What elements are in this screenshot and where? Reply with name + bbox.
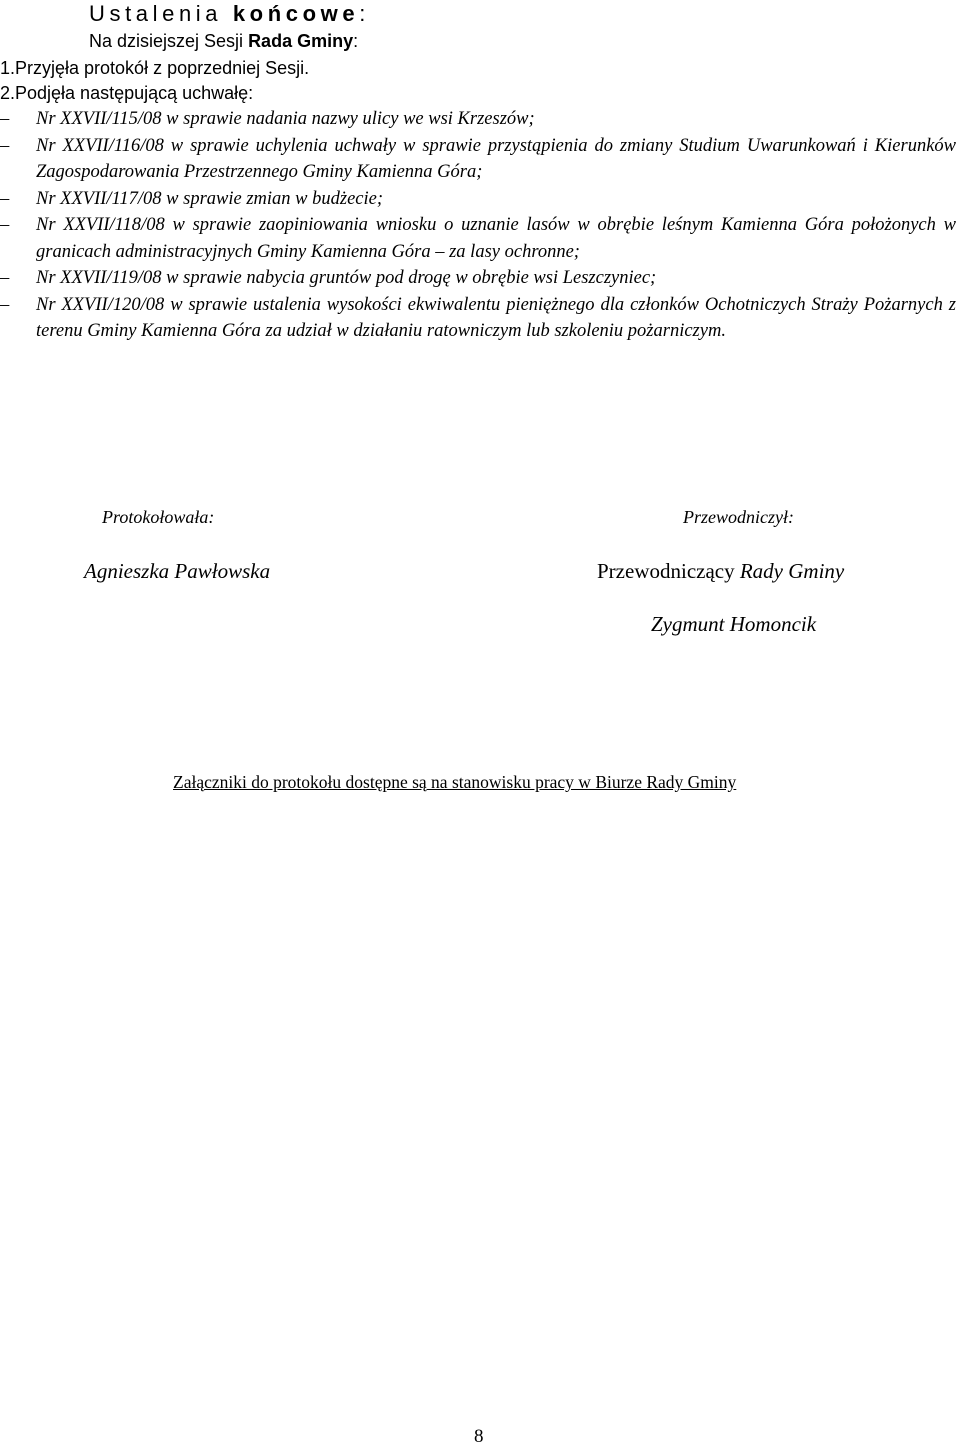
chair-label: Przewodniczył: bbox=[683, 507, 794, 527]
resolution-text: w sprawie uchylenia uchwały w sprawie przystąpienia do zmiany Studium Uwarunkowań i Kierunków Zagospodarowania Przestrzennego Gminy Kamienna Góra; bbox=[36, 135, 956, 182]
chair-name: Zygmunt Homoncik bbox=[651, 612, 817, 636]
resolution-text: w sprawie zmian w budżecie; bbox=[161, 188, 384, 209]
recorder-name: Agnieszka Pawłowska bbox=[84, 559, 271, 583]
chair-title-italic: Rady Gminy bbox=[739, 559, 845, 583]
heading-word-koncowe: końcowe bbox=[232, 1, 360, 26]
list-item bbox=[0, 212, 960, 265]
list-dash: – bbox=[0, 188, 10, 209]
resolution-text: w sprawie ustalenia wysokości ekwiwalentu pieniężnego dla członków Ochotniczych Straży Pożarnych z terenu Gminy Kamienna Góra za udział w działaniu ratowniczym lub szkoleniu pożarniczym. bbox=[36, 294, 956, 341]
resolution-number: Nr XXVII/116/08 bbox=[36, 135, 164, 156]
resolution-number: Nr XXVII/115/08 bbox=[36, 109, 162, 129]
list-item bbox=[0, 265, 960, 292]
list-item bbox=[0, 133, 960, 186]
resolution-number: Nr XXVII/117/08 bbox=[36, 188, 162, 209]
list-dash: – bbox=[0, 294, 10, 315]
resolution-text: w sprawie nadania nazwy ulicy we wsi Krzeszów; bbox=[161, 109, 535, 129]
list-dash: – bbox=[0, 268, 10, 288]
resolution-number: Nr XXVII/118/08 bbox=[36, 215, 165, 235]
heading-colon: : bbox=[359, 1, 370, 26]
list-item bbox=[0, 292, 960, 345]
list-dash: – bbox=[0, 135, 10, 156]
list-item bbox=[0, 106, 960, 133]
section-heading bbox=[89, 0, 370, 28]
list-item bbox=[0, 186, 960, 213]
heading-word-ustalenia: Ustalenia bbox=[89, 1, 223, 26]
resolution-text: w sprawie nabycia gruntów pod drogę w obrębie wsi Leszczyniec; bbox=[161, 268, 657, 288]
list-dash: – bbox=[0, 215, 10, 235]
attachments-note: Załączniki do protokołu dostępne są na stanowisku pracy w Biurze Rady Gminy bbox=[173, 772, 737, 792]
intro-suffix: : bbox=[353, 31, 359, 51]
chair-title-upright: Przewodniczący bbox=[597, 559, 740, 583]
recorder-label: Protokołowała: bbox=[102, 507, 215, 527]
intro-item-2: 2.Podjęła następującą uchwałę: bbox=[0, 83, 254, 103]
resolution-number: Nr XXVII/119/08 bbox=[36, 268, 162, 288]
list-dash: – bbox=[0, 109, 10, 129]
resolution-text: w sprawie zaopiniowania wniosku o uznanie lasów w obrębie leśnym Kamienna Góra położonych w granicach administracyjnych Gminy Kamienna Góra – za lasy ochronne; bbox=[36, 215, 956, 262]
intro-council: Rada Gminy bbox=[248, 31, 354, 51]
intro-prefix: Na dzisiejszej Sesji bbox=[89, 31, 249, 51]
resolutions-list bbox=[0, 106, 960, 345]
chair-title bbox=[597, 557, 844, 585]
intro-item-1: 1.Przyjęła protokół z poprzedniej Sesji. bbox=[0, 58, 310, 78]
intro-line bbox=[89, 29, 358, 53]
page-number: 8 bbox=[474, 1426, 484, 1447]
resolution-number: Nr XXVII/120/08 bbox=[36, 294, 165, 315]
